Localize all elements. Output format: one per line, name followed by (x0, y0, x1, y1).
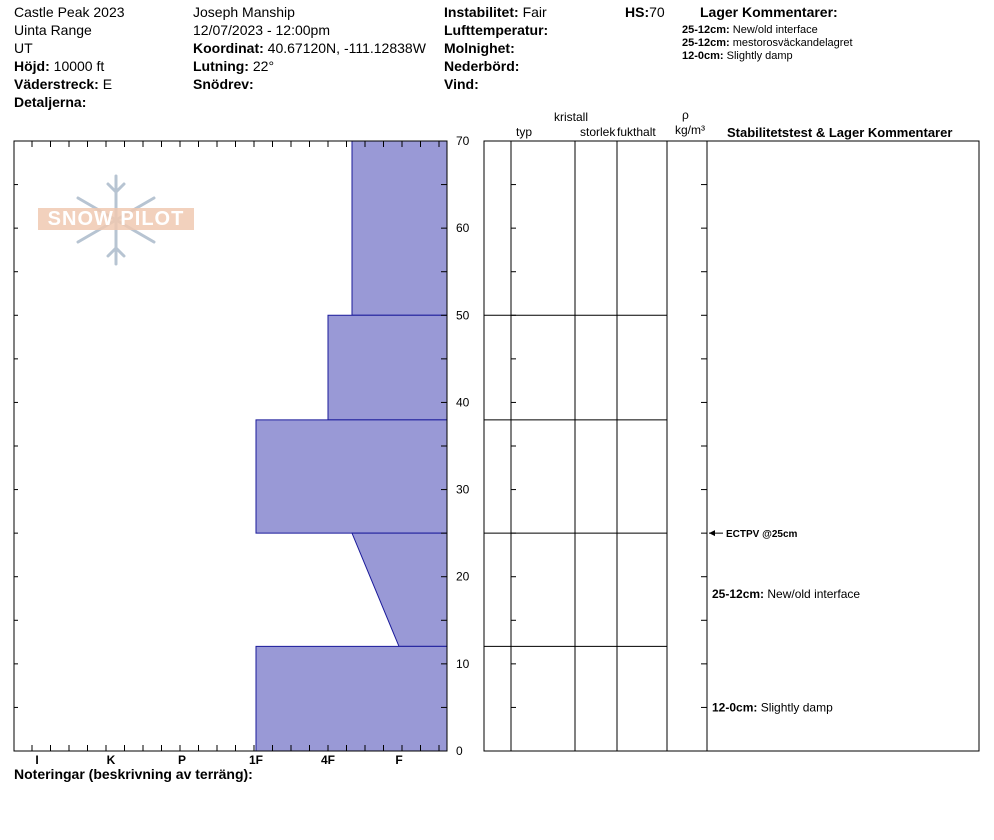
slope-value: 22° (252, 58, 275, 74)
y-tick-label: 60 (456, 221, 470, 236)
y-tick-label: 50 (456, 308, 470, 323)
stability-label: Instabilitet: (444, 4, 519, 20)
range-name: Uinta Range (14, 22, 92, 38)
column-header-stability-comments: Stabilitetstest & Lager Kommentarer (727, 125, 953, 140)
location-name: Castle Peak 2023 (14, 4, 125, 20)
y-tick-label: 70 (456, 134, 470, 148)
layer-comments-title: Lager Kommentarer: (700, 4, 838, 20)
hardness-tick-label: 4F (320, 753, 336, 767)
air-temp-label: Lufttemperatur: (444, 22, 549, 38)
column-header-crystal: kristall (554, 110, 589, 124)
stability-test-label: ECTPV @25cm (726, 529, 798, 541)
y-tick-label: 10 (456, 656, 470, 671)
wind-loading-label: Snödrev: (193, 76, 254, 92)
slope-label: Lutning: (193, 58, 249, 74)
layer-table-frame (484, 141, 979, 751)
stability-value: Fair (522, 4, 547, 20)
layer-comment-range: 12-0cm: (682, 50, 724, 62)
hs-label: HS: (625, 4, 650, 20)
column-header-size: storlek (580, 125, 616, 139)
layer-comment-annotation: 12-0cm: Slightly damp (712, 700, 833, 715)
y-tick-label: 30 (456, 482, 470, 497)
hardness-layer (328, 315, 447, 420)
elevation-label: Höjd: (14, 58, 50, 74)
y-tick-label: 20 (456, 569, 470, 584)
aspect-value: E (102, 76, 113, 92)
column-header-type: typ (516, 125, 533, 139)
hardness-layer (352, 533, 447, 646)
sky-label: Molnighet: (444, 40, 515, 56)
hardness-layer (256, 646, 447, 751)
hs-value: 70 (649, 4, 665, 20)
layer-comment-text: New/old interface (732, 24, 818, 36)
column-header-density-unit: kg/m³ (675, 123, 705, 137)
hardness-layer (352, 141, 447, 315)
state-name: UT (14, 40, 33, 56)
y-tick-label: 0 (456, 744, 463, 758)
hardness-tick-label: F (395, 753, 403, 767)
wind-label: Vind: (444, 76, 479, 92)
coordinate-label: Koordinat: (193, 40, 264, 56)
stability-arrow-head (709, 530, 715, 536)
hardness-tick-label: 1F (248, 753, 264, 767)
aspect-label: Väderstreck: (14, 76, 99, 92)
layer-comment-range: 25-12cm: (682, 37, 730, 49)
hardness-tick-label: I (35, 753, 39, 767)
layer-comment-range: 25-12cm: (682, 24, 730, 36)
logo-text: SNOW PILOT (47, 208, 185, 230)
layer-comment-text: mestorosväckandelagret (732, 37, 853, 49)
hardness-tick-label: K (106, 753, 116, 767)
layer-comment-text: Slightly damp (726, 50, 793, 62)
notes-label: Noteringar (beskrivning av terräng): (14, 766, 253, 782)
elevation-value: 10000 ft (53, 58, 105, 74)
y-tick-label: 40 (456, 395, 470, 410)
column-header-moisture: fukthalt (617, 125, 656, 139)
observer-name: Joseph Manship (193, 4, 295, 20)
hardness-layer (256, 420, 447, 533)
observation-datetime: 12/07/2023 - 12:00pm (193, 22, 330, 38)
details-label: Detaljerna: (14, 94, 87, 110)
column-header-rho: ρ (682, 108, 689, 122)
layer-comment-annotation: 25-12cm: New/old interface (712, 587, 861, 602)
hardness-tick-label: P (177, 753, 187, 767)
coordinate-value: 40.67120N, -111.12838W (267, 40, 426, 56)
precip-label: Nederbörd: (444, 58, 520, 74)
